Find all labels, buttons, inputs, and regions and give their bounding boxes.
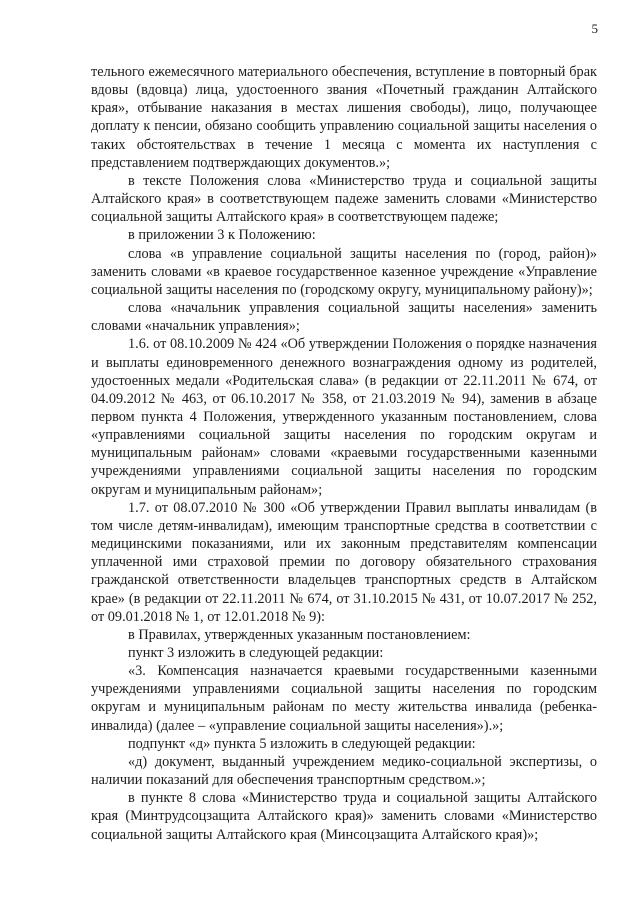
paragraph: пункт 3 изложить в следующей редакции: <box>128 645 384 661</box>
paragraph: в тексте Положения слова «Министерство труда и социальной защиты Алтайского края» в соответствующем падеже заменить словами «Министерство социальной защиты Алтайского края» в соответствующем падеже; <box>91 172 597 226</box>
paragraph: «д) документ, выданный учреждением медико-социальной экспертизы, о наличии показаний для обеспечения транспортным средством.»; <box>91 753 597 789</box>
page-number: 5 <box>591 21 598 36</box>
paragraph: в пункте 8 слова «Министерство труда и социальной защиты Алтайского края (Минтрудсоцзащита Алтайского края)» заменить словами «Министерство социальной защиты Алтайского края (Минсоцзащита Алтайского края)»; <box>91 790 597 843</box>
paragraph: слова «в управление социальной защиты населения по (город, район)» заменить словами «в краевое государственное казенное учреждение «Управление социальной защиты населения по (городскому округу, муниципальному району)»; <box>91 245 597 298</box>
paragraph: в Правилах, утвержденных указанным постановлением: <box>128 626 471 643</box>
paragraph: «3. Компенсация назначается краевыми государственными казенными учреждениями управлениями социальной защиты населения по городским округам и муниципальным районам по месту жительства инвалида (ребенка-инвалида) (далее – «управление социальной защиты населения»).»; <box>91 663 597 734</box>
paragraph: в приложении 3 к Положению: <box>128 227 316 244</box>
document-body <box>91 63 597 844</box>
paragraph: подпункт «д» пункта 5 изложить в следующей редакции: <box>128 735 476 752</box>
paragraph: 1.7. от 08.07.2010 № 300 «Об утверждении Правил выплаты инвалидам (в том числе детям-инвалидам), имеющим транспортные средства в соответствии с медицинскими показаниями, или их законным представителям компенсации уплаченной ими страховой премии по договору обязательного страхования гражданской ответственности владельцев транспортных средств в Алтайском крае» (в редакции от 22.11.2011 № 674, от 31.10.2015 № 431, от 10.07.2017 № 252, от 09.01.2018 № 1, от 12.01.2018 № 9): <box>91 499 597 625</box>
paragraph: слова «начальник управления социальной защиты населения» заменить словами «начальник управления»; <box>91 300 597 335</box>
paragraph: тельного ежемесячного материального обеспечения, вступление в повторный брак вдовы (вдовца) лица, удостоенного звания «Почетный гражданин Алтайского края», отбывание наказания в местах лишения свободы), лицо, получающее доплату к пенсии, обязано сообщить управлению социальной защиты населения о таких обстоятельствах в течение 1 месяца с момента их наступления с представлением подтверждающих документов.»; <box>91 64 597 171</box>
paragraph: 1.6. от 08.10.2009 № 424 «Об утверждении Положения о порядке назначения и выплаты единовременного денежного вознаграждения одному из родителей, удостоенных медали «Родительская слава» (в редакции от 22.11.2011 № 674, от 04.09.2012 № 463, от 06.10.2017 № 358, от 21.03.2019 № 94), заменив в абзаце первом пункта 4 Положения, утвержденного указанным постановлением, слова «управлениями социальной защиты населения по городским округам и муниципальным районам» словами «краевыми государственными казенными учреждениями управлениями социальной защиты населения по городским округам и муниципальным районам»; <box>91 336 597 498</box>
